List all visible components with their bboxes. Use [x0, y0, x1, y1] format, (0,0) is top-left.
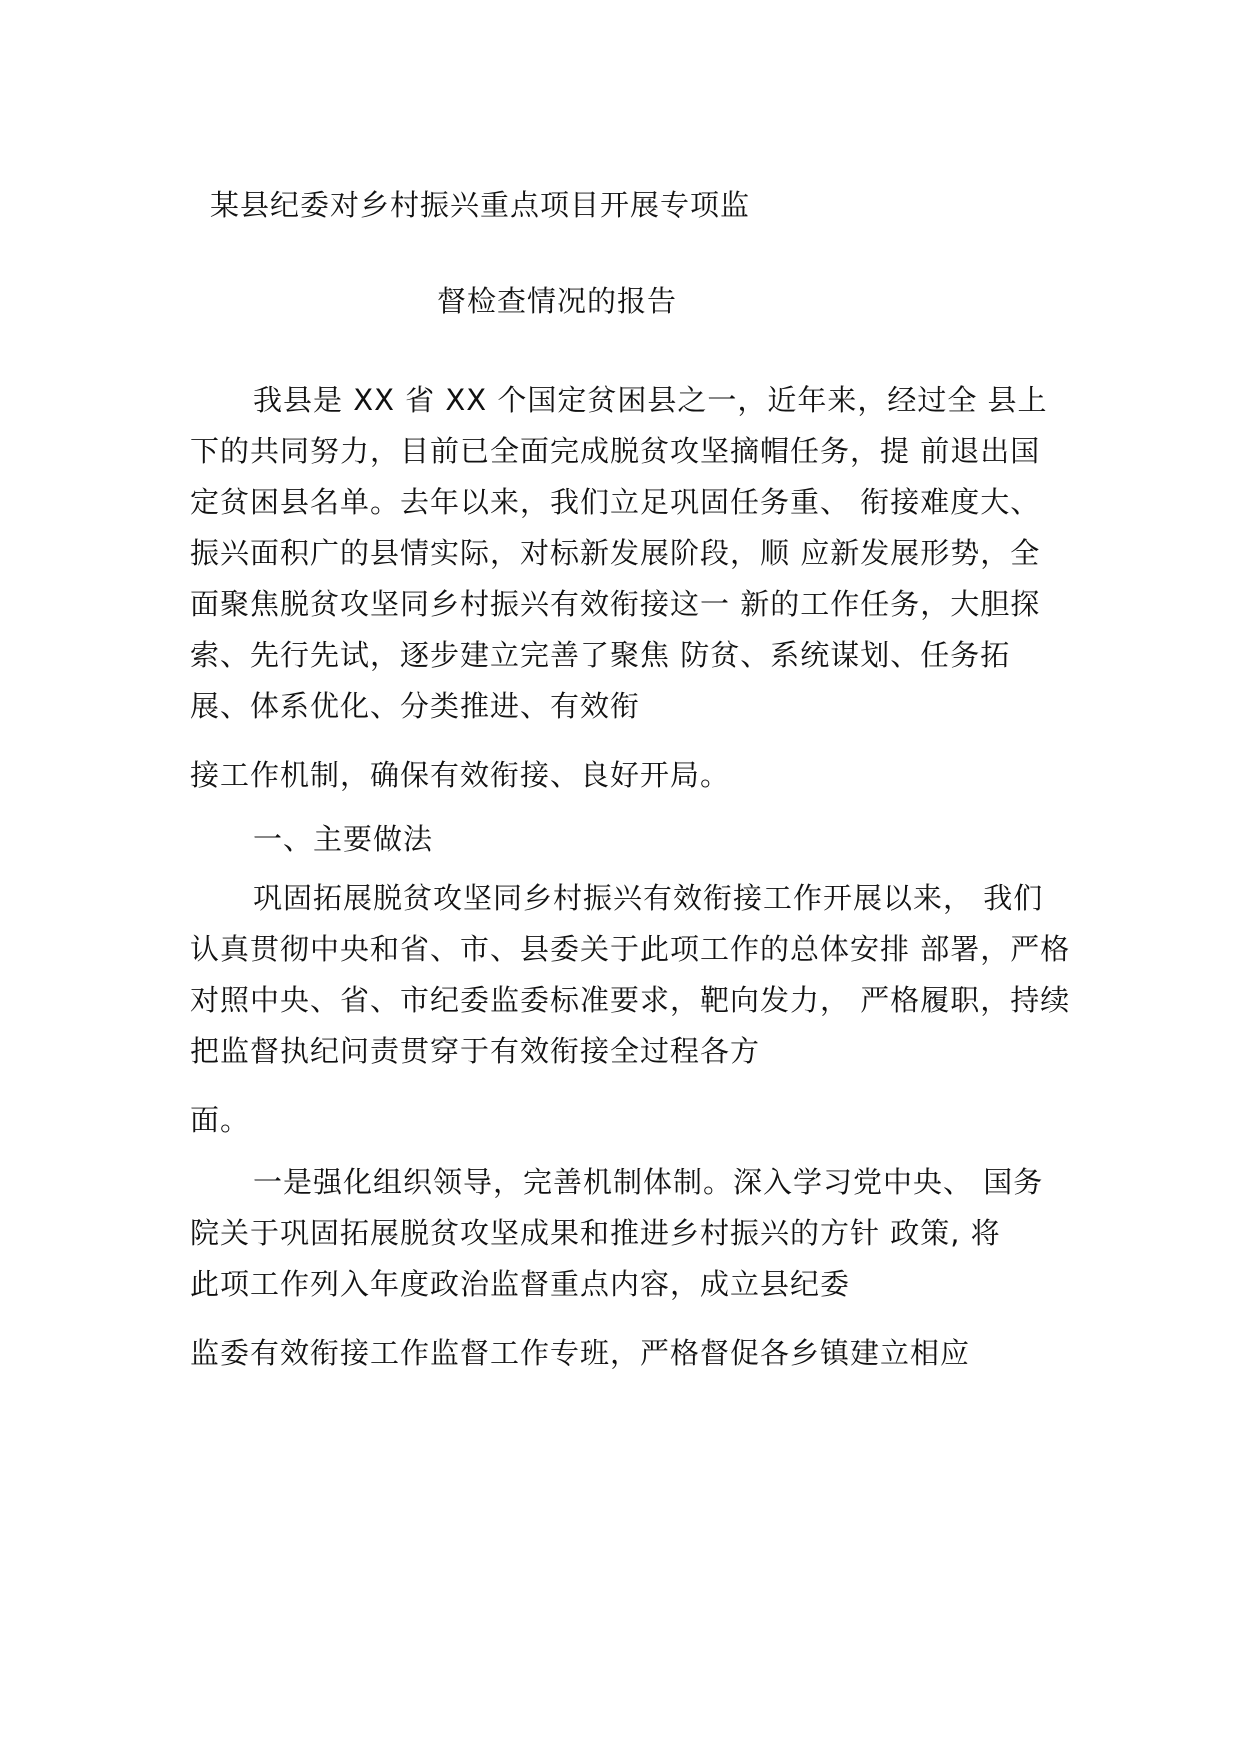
section-1-heading: 一、主要做法 — [253, 822, 434, 856]
paragraph-1-line-4: 振兴面积广的县情实际，对标新发展阶段，顺 应新发展形势，全 — [190, 536, 1041, 570]
paragraph-3-line-2: 院关于巩固拓展脱贫攻坚成果和推进乡村振兴的方针 政策, 将 — [190, 1216, 1001, 1250]
paragraph-2-line-1: 巩固拓展脱贫攻坚同乡村振兴有效衔接工作开展以来， 我们 — [253, 881, 1044, 915]
title-line-2: 督检查情况的报告 — [437, 284, 678, 318]
paragraph-1-line-6: 索、先行先试，逐步建立完善了聚焦 防贫、系统谋划、任务拓 — [190, 638, 1011, 672]
paragraph-2-line-5: 面。 — [190, 1103, 251, 1137]
paragraph-1-line-3: 定贫困县名单。去年以来，我们立足巩固任务重、 衔接难度大、 — [190, 485, 1041, 519]
paragraph-2-line-4: 把监督执纪问责贯穿于有效衔接全过程各方 — [190, 1034, 761, 1068]
paragraph-3-line-1: 一是强化组织领导，完善机制体制。深入学习党中央、 国务 — [253, 1165, 1044, 1199]
paragraph-3-line-3: 此项工作列入年度政治监督重点内容，成立县纪委 — [190, 1267, 851, 1301]
paragraph-1-line-1: 我县是 XX 省 XX 个国定贫困县之一，近年来，经过全 县上 — [253, 383, 1048, 417]
title-line-1: 某县纪委对乡村振兴重点项目开展专项监 — [210, 188, 751, 222]
paragraph-2-line-3: 对照中央、省、市纪委监委标准要求，靶向发力， 严格履职，持续 — [190, 983, 1071, 1017]
paragraph-1-line-5: 面聚焦脱贫攻坚同乡村振兴有效衔接这一 新的工作任务，大胆探 — [190, 587, 1041, 621]
paragraph-3-line-4: 监委有效衔接工作监督工作专班，严格督促各乡镇建立相应 — [190, 1336, 971, 1370]
paragraph-1-line-2: 下的共同努力，目前已全面完成脱贫攻坚摘帽任务，提 前退出国 — [190, 434, 1041, 468]
paragraph-2-line-2: 认真贯彻中央和省、市、县委关于此项工作的总体安排 部署，严格 — [190, 932, 1071, 966]
paragraph-1-line-8: 接工作机制，确保有效衔接、良好开局。 — [190, 758, 731, 792]
paragraph-1-line-7: 展、体系优化、分类推进、有效衔 — [190, 689, 641, 723]
